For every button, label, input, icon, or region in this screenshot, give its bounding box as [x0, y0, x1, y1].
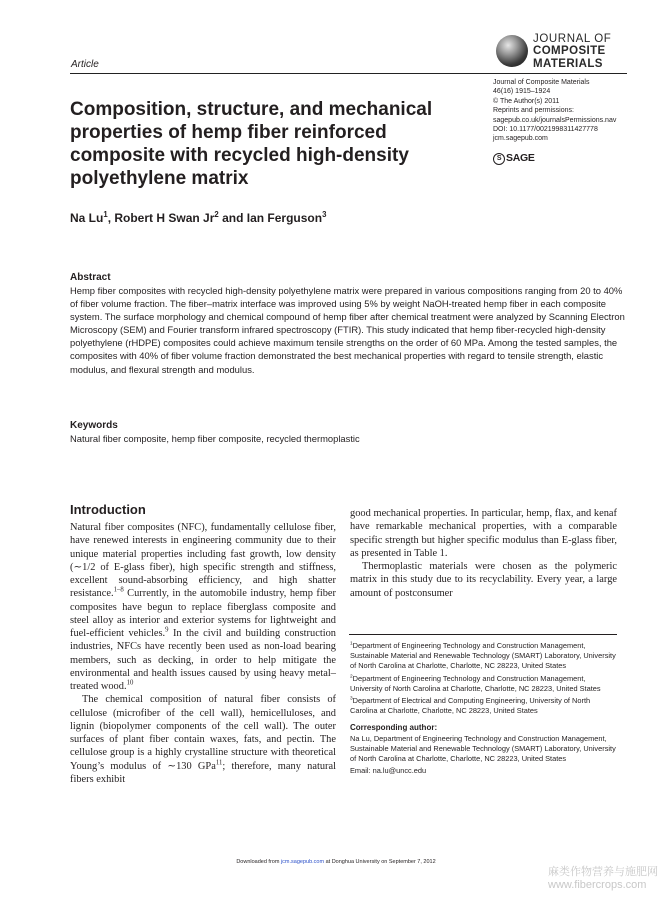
- citation[interactable]: 1–8: [113, 586, 124, 594]
- journal-website-link[interactable]: jcm.sagepub.com: [280, 859, 325, 865]
- author-name: Na Lu: [70, 211, 104, 225]
- permissions-link[interactable]: sagepub.co.uk/journalsPermissions.nav: [493, 116, 617, 124]
- volume-issue-pages: 46(16) 1915–1924: [493, 88, 551, 96]
- footnote-number: 1: [350, 641, 353, 647]
- watermark: [548, 866, 658, 892]
- paragraph-text: In the civil and building construction industries, NFCs have recently been used as non-load bearing members, such as decking, in order to help mitigate the environmental and health issues caused by using heavy metal–treated wood.: [70, 628, 336, 692]
- paragraph-text: The chemical composition of natural fiber consists of cellulose (microfiber of the cell wall), hemicelluloses, and lignin (biopolymer components of the cell wall). The outer surfaces of plant fiber contain waxes, fats, and pectin. The cellulose group is a highly crystalline structure with theoretical Young’s modulus of ∼130 GPa: [70, 694, 336, 772]
- sage-s-icon: S: [493, 153, 505, 165]
- body-column-right: [350, 507, 617, 600]
- doi[interactable]: DOI: 10.1177/0021998311427778: [493, 126, 598, 134]
- download-note-prefix: Downloaded from: [236, 859, 281, 865]
- publisher-logo: [493, 152, 535, 165]
- watermark-line-2: www.fibercrops.com: [548, 879, 647, 891]
- journal-logo-line-1: JOURNAL OF: [533, 33, 612, 45]
- journal-metadata: [493, 78, 643, 144]
- journal-website-link[interactable]: jcm.sagepub.com: [493, 135, 548, 143]
- introduction-heading: Introduction: [70, 502, 146, 517]
- paragraph: good mechanical properties. In particular, hemp, flax, and kenaf have remarkable mechanical properties, with a comparable specific strength but higher specific modulus than E-glass fiber, as presented in Table 1.: [350, 508, 617, 559]
- affiliation-footnote: [350, 674, 618, 694]
- keywords-text: Natural fiber composite, hemp fiber composite, recycled thermoplastic: [70, 433, 360, 444]
- author-name: Robert H Swan Jr: [114, 211, 215, 225]
- keywords-heading: Keywords: [70, 420, 118, 431]
- paragraph-text: Currently, in the automobile industry, hemp fiber composites have begun to replace fiberglass composite and steel alloy as interior and exterior systems for lightweight and fuel-efficient vehicles.: [70, 588, 336, 639]
- author-affiliation: 3: [322, 210, 327, 219]
- body-column-left: [70, 521, 336, 786]
- citation[interactable]: 9: [165, 626, 169, 634]
- abstract-text: Hemp fiber composites with recycled high-density polyethylene matrix were prepared in various compositions ranging from 20 to 40% of fiber volume fraction. The fiber–matrix interface was improved using 5% by weight NaOH-treated hemp fiber in each composite system. The surface morphology and chemical compound of hemp fiber after chemical treatment were analyzed by Scanning Electron Microscopy (SEM) and Fourier transform infrared spectroscopy (FTIR). This study indicated that hemp fiber-recycled high-density polyethylene (rHDPE) composites could achieve maximum tensile strengths on the order of 60 MPa. Among the tested samples, the composites with 40% of fiber volume fraction demonstrated the best mechanical properties with regard to tensile strength, elastic modulus, and flexural strength and modulus.: [70, 285, 625, 375]
- citation[interactable]: 10: [126, 679, 134, 687]
- copyright: © The Author(s) 2011: [493, 97, 560, 105]
- paragraph: Thermoplastic materials were chosen as the polymeric matrix in this study due to its recyclability. Every year, a large amount of postconsumer: [350, 561, 617, 599]
- paragraph: [70, 693, 336, 786]
- citation[interactable]: 11: [215, 759, 223, 767]
- paragraph-text: ; therefore, many natural fibers exhibit: [70, 760, 336, 785]
- download-note-suffix: at Donghua University on September 7, 2012: [324, 859, 436, 865]
- footnote-number: 2: [350, 674, 353, 680]
- article-type-label: Article: [71, 59, 99, 70]
- footnote-text: Department of Engineering Technology and Construction Management, Sustainable Material and Renewable Technology (SMART) Laboratory, University of North Carolina at Charlotte, Charlotte, NC 28223, United States: [350, 641, 616, 671]
- corresponding-author-text: Na Lu, Department of Engineering Technology and Construction Management, Sustainable Material and Renewable Technology (SMART) Laboratory, University of North Carolina at Charlotte, Charlotte, NC 28223, United States: [350, 733, 616, 764]
- paragraph-text: Natural fiber composites (NFC), fundamentally cellulose fiber, have renewed interests in engineering community due to their unique material properties including fast growth, low density (∼1/2 of E-glass fiber), high specific strength and stiffness, excellent sound-absorbing efficiency, and high shatter resistance.: [70, 522, 336, 600]
- author-name: Ian Ferguson: [246, 211, 323, 225]
- affiliation-footnote: [350, 641, 618, 672]
- affiliation-footnote: [350, 696, 618, 716]
- footnote-divider: [349, 634, 617, 635]
- footnote-text: Department of Engineering Technology and Construction Management, University of North Carolina at Charlotte, Charlotte, NC 28223, United States: [350, 673, 601, 693]
- author-affiliation: 2: [214, 210, 219, 219]
- author-list: Na Lu$^1$, Robert H Swan Jr$^2$ and Ian Ferguson$^3$: [70, 210, 327, 225]
- journal-logo-line-3: MATERIALS: [533, 58, 603, 70]
- watermark-line-1: 麻类作物营养与施肥网: [548, 866, 658, 878]
- corresponding-author-heading: Corresponding author:: [350, 723, 438, 733]
- paragraph: [70, 521, 336, 693]
- footnotes: [350, 641, 618, 778]
- footnote-text: Department of Electrical and Computing Engineering, University of North Carolina at Charlotte, Charlotte, NC 28223, United States: [350, 696, 591, 716]
- journal-logo-line-2: COMPOSITE: [533, 45, 606, 57]
- download-note: [0, 859, 672, 865]
- reprints-label: Reprints and permissions:: [493, 107, 574, 115]
- sphere-logo-icon: [496, 35, 528, 67]
- corresponding-author-email[interactable]: Email: na.lu@uncc.edu: [350, 766, 427, 776]
- header-divider: [70, 73, 627, 74]
- footnote-number: 3: [350, 696, 353, 702]
- abstract-heading: Abstract: [70, 272, 111, 283]
- paper-title: Composition, structure, and mechanical properties of hemp fiber reinforced composite with recycled high-density polyethylene matrix: [70, 99, 433, 189]
- publisher-name: SAGE: [506, 152, 535, 164]
- journal-name: Journal of Composite Materials: [493, 79, 590, 86]
- journal-logo: [493, 34, 625, 74]
- author-affiliation: 1: [103, 210, 108, 219]
